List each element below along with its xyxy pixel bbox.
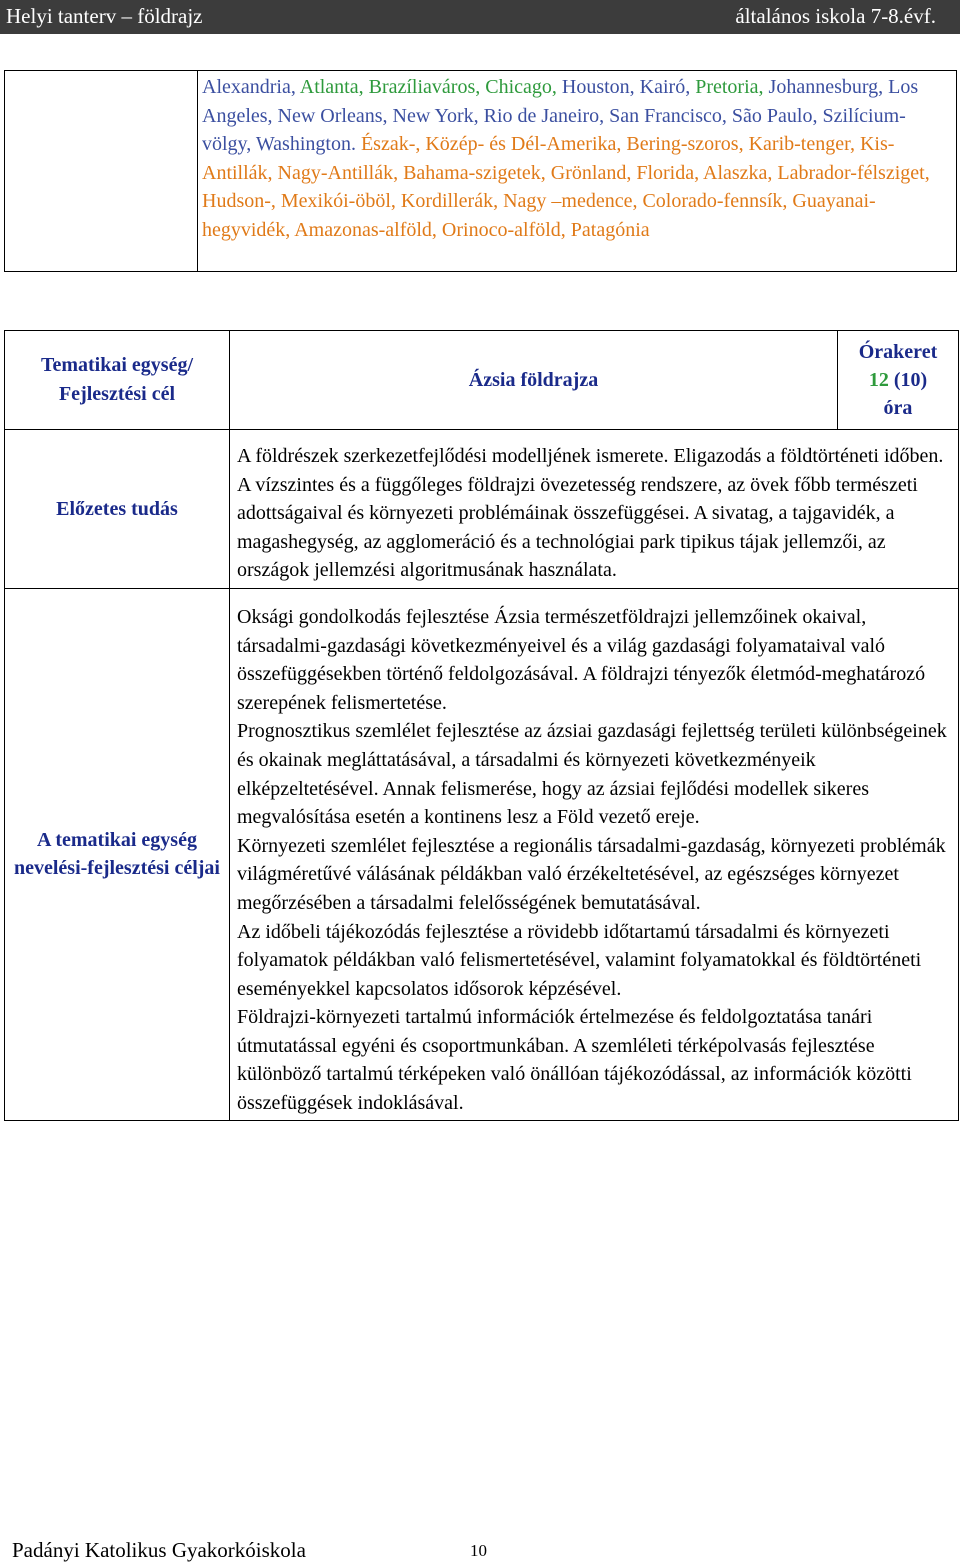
hours-cell — [838, 331, 959, 430]
prior-knowledge-label: Előzetes tudás — [5, 430, 230, 589]
place-names-seg-4: Pretoria, — [695, 76, 764, 98]
place-names-seg-5: Johannesburg, Los Angeles, New Orleans, New York, Rio de Janeiro, San Francisco, São Paulo, Szilícium-völgy, Washington. — [202, 76, 919, 155]
header-grade: általános iskola 7-8.évf. — [735, 4, 936, 28]
goals-paragraph: Prognosztikus szemlélet fejlesztése az ázsiai gazdasági fejlettség területi különbségeinek és okainak megláttatásával, a társadalmi és környezeti következményeik elképzeltetésével. Annak felismerése, hogy az ázsiai fejlődési modellek sikeres megvalósítása esetén a kontinens lesz a Föld vezető ereje. — [237, 720, 947, 829]
page-number: 10 — [470, 1541, 487, 1560]
hours-unit: óra — [883, 397, 913, 419]
hours-alt: (10) — [888, 369, 928, 391]
prior-knowledge-paragraph: A földrészek szerkezetfejlődési modelljének ismerete. Eligazodás a földtörténeti időben. A vízszintes és a függőleges földrajzi övezetesség rendszere, az övek főbb természeti adottságaival és környezeti problémáinak összefüggései. A sivatag, a tajgavidék, a magashegység, az agglomeráció és a technológiai park tipikus tájak jellemzői, az országok jellemzési algoritmusának használata. — [237, 445, 944, 582]
place-names-seg-1: Alexandria, — [202, 76, 300, 98]
hours-label: Órakeret — [858, 341, 938, 363]
place-names-seg-2: Atlanta, Brazíliaváros, Chicago, — [299, 76, 557, 98]
header-title: Helyi tanterv – földrajz — [6, 4, 203, 28]
prior-knowledge-text — [230, 430, 959, 589]
table-row-header — [5, 331, 959, 430]
goals-paragraph: Oksági gondolkodás fejlesztése Ázsia természetföldrajzi jellemzőinek okaival, társadalmi-gazdasági következményeivel és a világ gazdasági folyamataival való összefüggésekben történő feldolgozásával. A földrajzi tényezők életmód-meghatározó szerepének felismertetése. — [237, 605, 926, 714]
curriculum-table — [4, 330, 959, 1121]
goals-text — [230, 588, 959, 1120]
thematic-unit-label: Tematikai egység/ Fejlesztési cél — [5, 331, 230, 430]
place-names-text — [202, 73, 952, 244]
place-names-seg-3: Houston, Kairó, — [556, 76, 696, 98]
page-header — [0, 0, 960, 34]
box-divider — [197, 71, 198, 271]
goals-paragraph: Környezeti szemlélet fejlesztése a regionális társadalmi-gazdaság, környezeti problémák világméretűvé válásának példákban való érzékeltetésével, az egészséges környezet megőrzésében a társadalmi felelősségének bemutatásával. — [237, 834, 946, 914]
hours-value — [838, 366, 958, 394]
goals-label: A tematikai egység nevelési-fejlesztési céljai — [5, 588, 230, 1120]
place-names-box — [4, 70, 957, 272]
unit-title: Ázsia földrajza — [230, 331, 838, 430]
table-row-goals — [5, 588, 959, 1120]
place-names-seg-6: Észak-, Közép- és Dél-Amerika, Bering-szoros, Karib-tenger, Kis-Antillák, Nagy-Antillák, Bahama-szigetek, Grönland, Florida, Alaszka, Labrador-félsziget, Hudson-, Mexikói-öböl, Kordillerák, Nagy –medence, Colorado-fennsík, Guayanai-hegyvidék, Amazonas-alföld, Orinoco-alföld, Patagónia — [202, 133, 930, 241]
hours-number: 12 — [868, 369, 889, 391]
footer-school: Padányi Katolikus Gyakorkóiskola — [12, 1538, 306, 1562]
goals-paragraph: Földrajzi-környezeti tartalmú információk értelmezése és feldolgoztatása tanári útmutatással egyéni és csoportmunkában. A szemléleti térképolvasás fejlesztése különböző tartalmú térképeken való önállóan tájékozódással, az információk közötti összefüggések indoklásával. — [237, 1006, 912, 1115]
goals-paragraph: Az időbeli tájékozódás fejlesztése a rövidebb időtartamú társadalmi és környezeti folyamatok példákban való felismertetésével, valamint folyamatokkal és földtörténeti eseményekkel kapcsolatos idősorok képzésével. — [237, 920, 922, 1000]
table-row-prior-knowledge — [5, 430, 959, 589]
